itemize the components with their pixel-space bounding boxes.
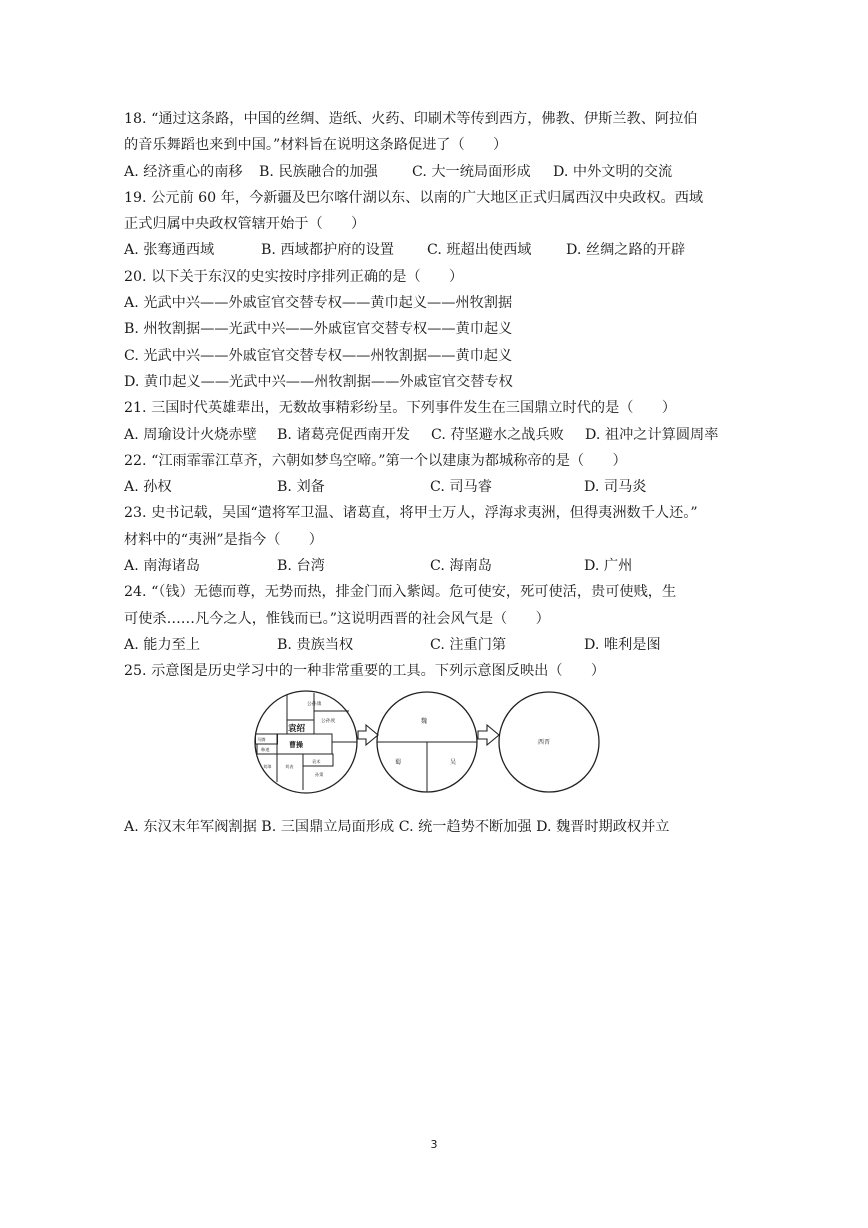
q23-option-b: B. 台湾: [277, 558, 325, 575]
label-gongsunduo: 公孙度: [321, 718, 336, 724]
q24-option-a: A. 能力至上: [124, 636, 201, 653]
q23-options: [124, 553, 784, 579]
label-sunce: 孙策: [315, 771, 324, 777]
q18-option-a: A. 经济重心的南移: [124, 163, 243, 180]
label-liuzhang: 刘璋: [263, 763, 272, 769]
q19-options: [124, 237, 784, 263]
q20-option-b: B. 州牧割据——光武中兴——外戚宦官交替专权——黄巾起义: [124, 321, 513, 338]
label-wei: 魏: [421, 717, 428, 725]
q20-option-d: D. 黄巾起义——光武中兴——州牧割据——外戚宦官交替专权: [124, 373, 513, 390]
q24-stem-line-1: 24. “（钱）无德而尊，无势而热，排金门而入紫闼。危可使安，死可使活，贵可使贱，生: [124, 584, 677, 601]
q19-stem-line-2: 正式归属中央政权管辖开始于（ ）: [124, 216, 366, 233]
q18-stem-line-2: 的音乐舞蹈也来到中国。”材料旨在说明这条路促进了（ ）: [124, 137, 508, 154]
q19-stem-line-1: 19. 公元前 60 年，今新疆及巴尔喀什湖以东、以南的广大地区正式归属西汉中央政权。西域: [124, 189, 704, 206]
label-liubiao: 刘表: [285, 763, 294, 769]
q20-stem: 20. 以下关于东汉的史实按时序排列正确的是（ ）: [124, 268, 464, 285]
q21-options: [124, 422, 784, 448]
label-caocao: 曹操: [289, 739, 303, 749]
label-gongsunkang: 公孙康: [307, 701, 322, 707]
q18-option-c: C. 大一统局面形成: [412, 163, 531, 180]
q22-stem: 22. “江雨霏霏江草齐，六朝如梦鸟空啼。”第一个以建康为都城称帝的是（ ）: [124, 452, 627, 469]
q19-option-b: B. 西域都护府的设置: [261, 242, 394, 259]
q22-options: [124, 474, 784, 500]
diagram-circle-three-kingdoms: [377, 692, 477, 792]
label-yuanshu: 袁术: [312, 758, 321, 764]
q25-diagram-svg: [251, 690, 651, 796]
q23-option-d: D. 广州: [584, 558, 633, 575]
label-shu: 蜀: [395, 758, 402, 766]
q22-option-c: C. 司马睿: [430, 479, 492, 496]
page-number: 3: [430, 1138, 438, 1151]
diagram-circle-western-jin: [499, 692, 599, 792]
q24-option-d: D. 唯利是图: [584, 636, 661, 653]
q23-option-a: A. 南海诸岛: [124, 558, 201, 575]
label-wu: 吴: [450, 758, 457, 766]
q25-options: A. 东汉末年军阀割据 B. 三国鼎立局面形成 C. 统一趋势不断加强 D. 魏晋时期政权并立: [124, 818, 670, 835]
q21-option-a: A. 周瑜设计火烧赤壁: [124, 426, 257, 443]
label-mateng: 马腾: [257, 736, 266, 742]
q18-option-d: D. 中外文明的交流: [553, 163, 673, 180]
diagram-circle-warlords: [255, 691, 357, 793]
q22-option-d: D. 司马炎: [584, 479, 647, 496]
q23-stem-line-2: 材料中的“夷洲”是指今（ ）: [124, 531, 323, 548]
q20-option-c: C. 光武中兴——外戚宦官交替专权——州牧割据——黄巾起义: [124, 347, 513, 364]
q22-option-a: A. 孙权: [124, 479, 172, 496]
q18-stem-line-1: 18. “通过这条路，中国的丝绸、造纸、火药、印刷术等传到西方，佛教、伊斯兰教、阿拉伯: [124, 111, 698, 127]
q21-option-d: D. 祖冲之计算圆周率: [585, 426, 719, 443]
question-list: [124, 106, 784, 840]
q21-option-c: C. 苻坚避水之战兵败: [431, 426, 564, 443]
q19-option-d: D. 丝绸之路的开辟: [566, 242, 686, 259]
label-xijin: 西晋: [538, 738, 551, 746]
label-hansui: 韩遂: [261, 746, 270, 752]
q25-schematic-diagram: [251, 690, 651, 796]
arrow-right-icon: [358, 725, 378, 745]
q24-options: [124, 632, 784, 658]
q21-stem: 21. 三国时代英雄辈出，无数故事精彩纷呈。下列事件发生在三国鼎立时代的是（ ）: [124, 400, 677, 417]
q24-option-c: C. 注重门第: [430, 636, 507, 653]
q25-stem: 25. 示意图是历史学习中的一种非常重要的工具。下列示意图反映出（ ）: [124, 663, 606, 680]
q18-option-b: B. 民族融合的加强: [259, 163, 378, 180]
q19-option-a: A. 张骞通西域: [124, 242, 215, 259]
q23-option-c: C. 海南岛: [430, 558, 492, 575]
q20-option-a: A. 光武中兴——外戚宦官交替专权——黄巾起义——州牧割据: [124, 295, 513, 312]
q21-option-b: B. 诸葛亮促西南开发: [277, 426, 410, 443]
q23-stem-line-1: 23. 史书记载，吴国“遣将军卫温、诸葛直，将甲士万人，浮海求夷洲，但得夷洲数千人还。”: [124, 505, 698, 522]
q24-stem-line-2: 可使杀……凡今之人，惟钱而已。”这说明西晋的社会风气是（ ）: [124, 610, 550, 627]
arrow-right-icon: [478, 725, 499, 745]
label-yuanshao: 袁绍: [288, 723, 306, 734]
q22-option-b: B. 刘备: [277, 479, 325, 496]
q19-option-c: C. 班超出使西域: [427, 242, 532, 259]
q24-option-b: B. 贵族当权: [277, 636, 354, 653]
q18-options: [124, 159, 784, 185]
